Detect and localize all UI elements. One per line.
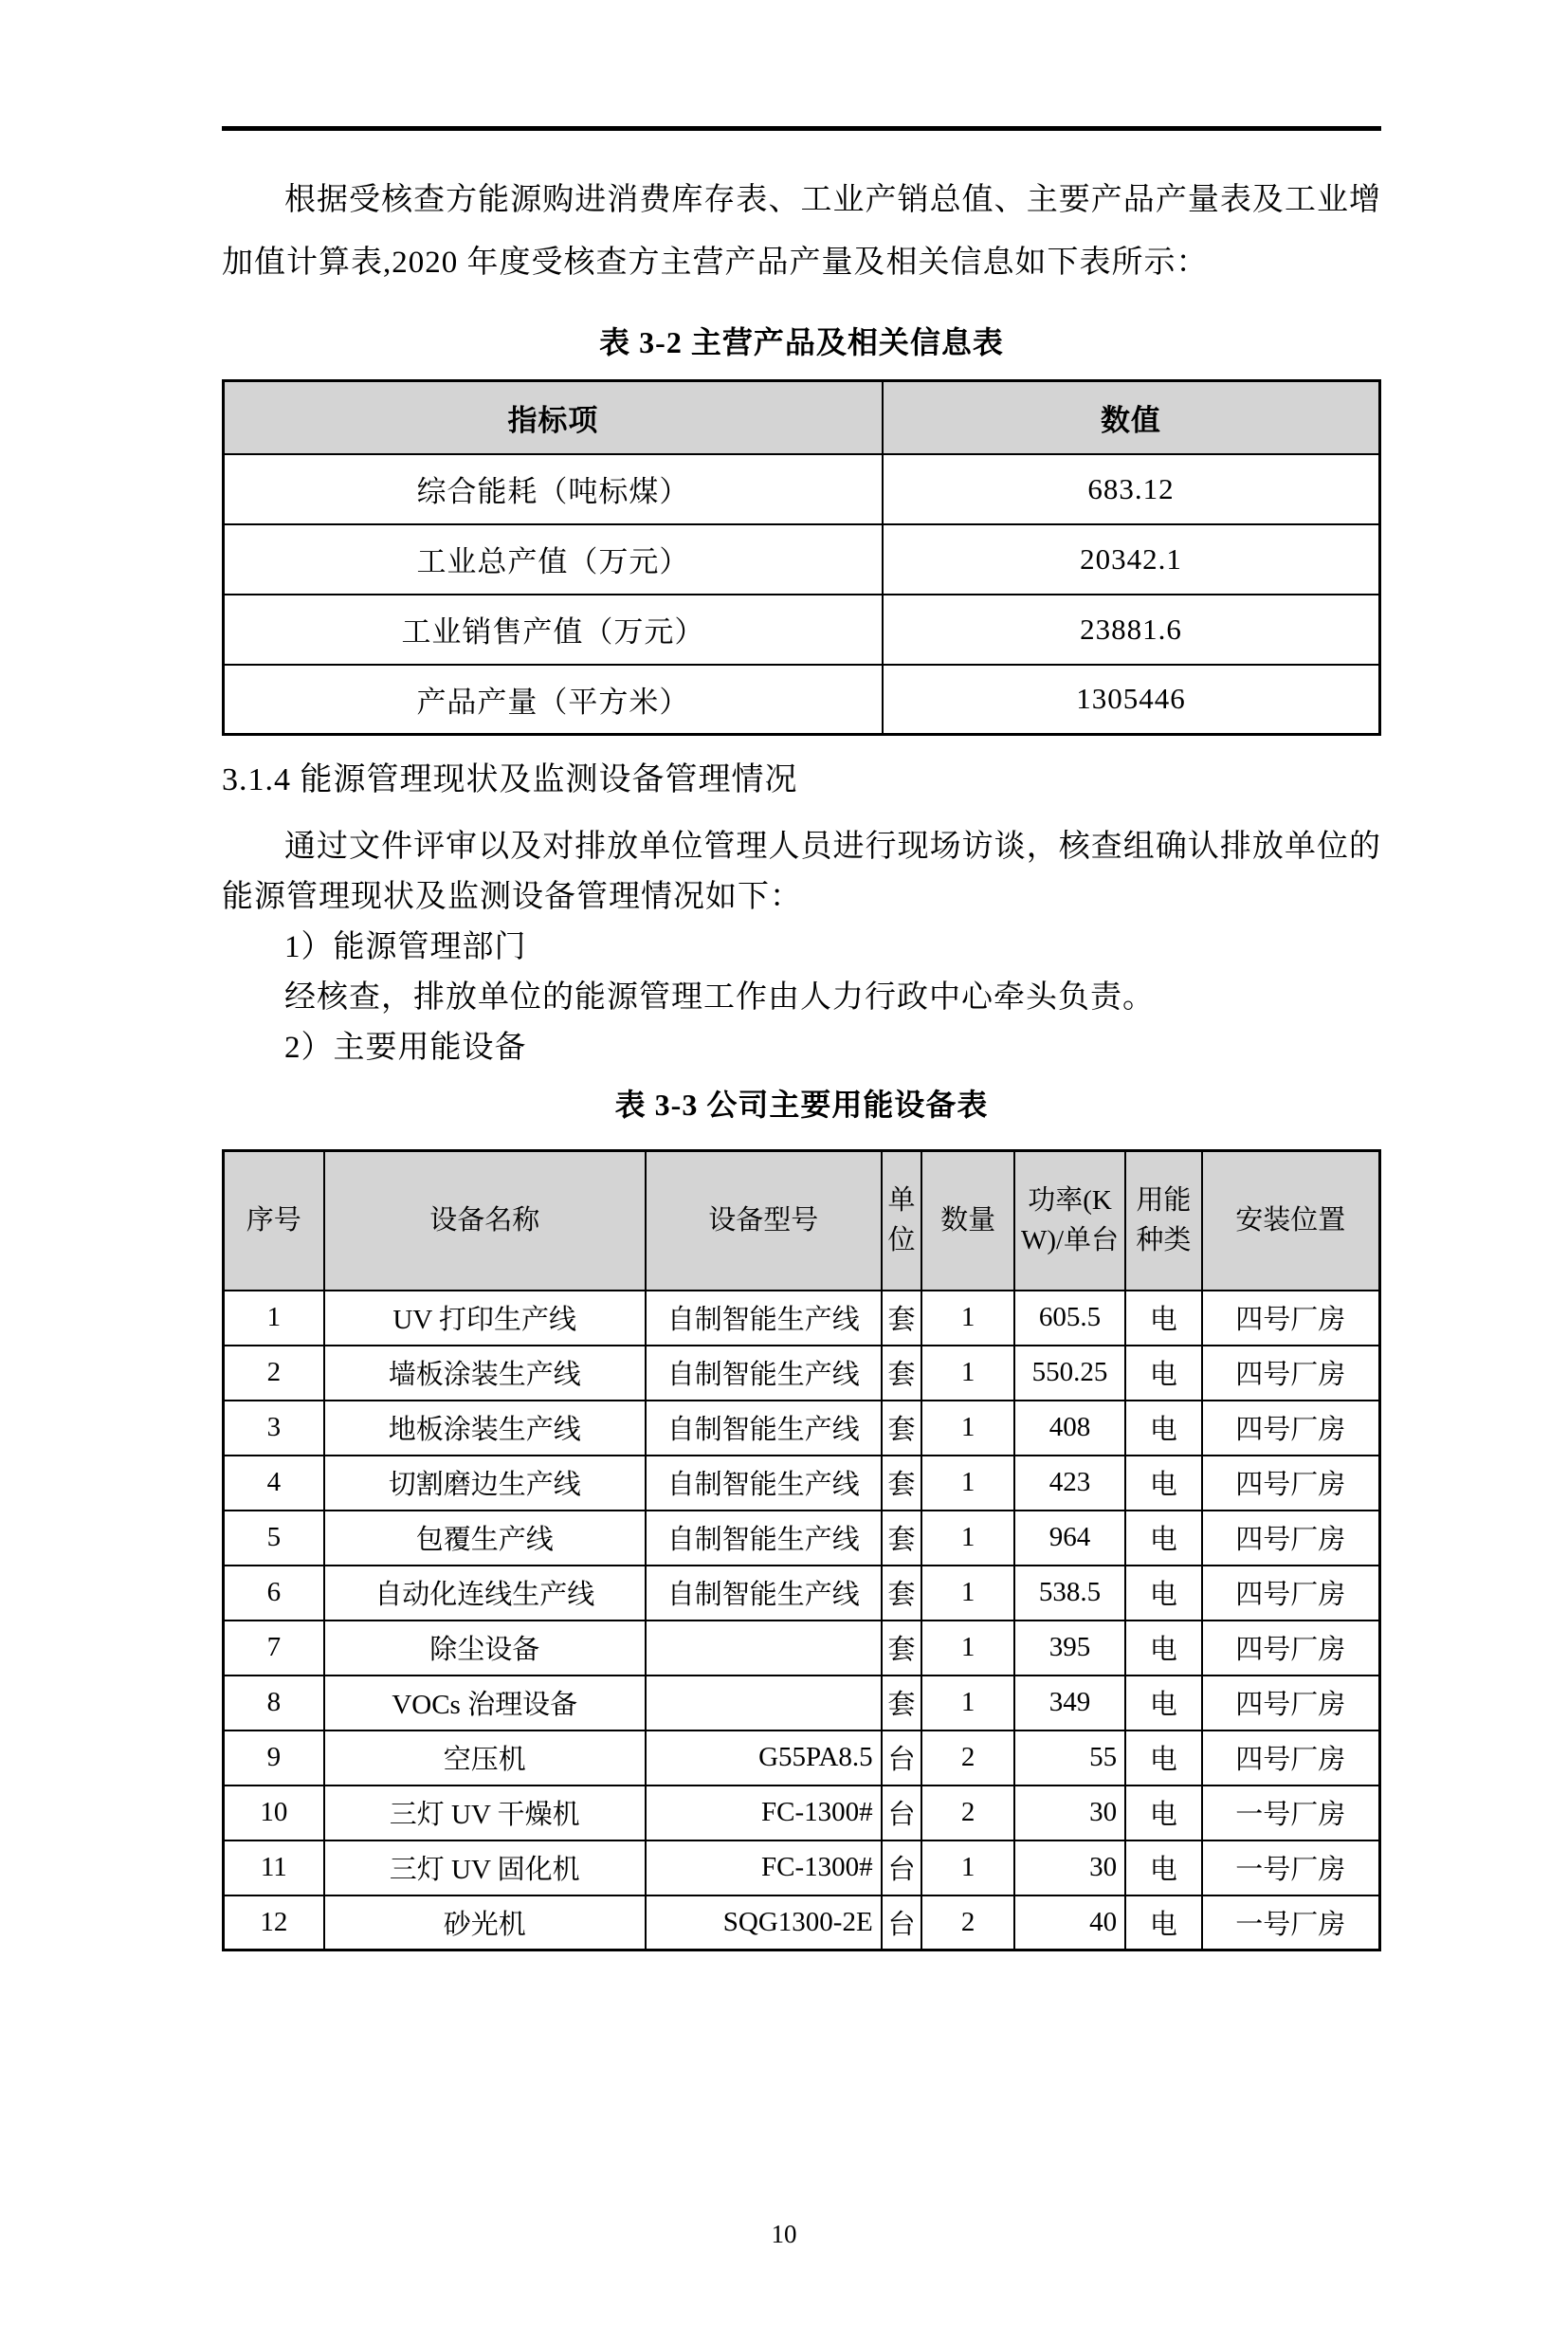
device-name-cell: VOCs 治理设备 [324,1676,646,1731]
page-content [222,126,1381,1951]
location-cell: 四号厂房 [1202,1621,1380,1676]
device-model-cell [646,1676,882,1731]
device-name-cell: 三灯 UV 干燥机 [324,1785,646,1840]
unit-cell: 台 [882,1731,922,1785]
column-header-unit: 单位 [882,1151,922,1291]
power-cell: 550.25 [1014,1346,1125,1401]
table-row [224,595,1380,665]
seq-cell: 11 [224,1840,324,1895]
column-header-quantity: 数量 [921,1151,1014,1291]
power-cell: 40 [1014,1895,1125,1950]
unit-cell: 台 [882,1785,922,1840]
unit-cell: 套 [882,1676,922,1731]
page-header-rule [222,126,1381,131]
power-cell: 408 [1014,1401,1125,1456]
seq-cell: 10 [224,1785,324,1840]
seq-cell: 8 [224,1676,324,1731]
device-model-cell [646,1621,882,1676]
device-name-cell: 除尘设备 [324,1621,646,1676]
section-body [222,822,1381,1073]
energy-type-cell: 电 [1125,1676,1202,1731]
energy-type-cell: 电 [1125,1785,1202,1840]
indicator-cell: 产品产量（平方米） [224,665,883,735]
table-3-2 [222,379,1381,736]
location-cell: 四号厂房 [1202,1401,1380,1456]
quantity-cell: 1 [921,1840,1014,1895]
unit-cell: 台 [882,1895,922,1950]
power-cell: 55 [1014,1731,1125,1785]
table-row [224,1840,1380,1895]
table-3-3-title: 表 3-3 公司主要用能设备表 [614,1088,989,1122]
column-header-seq: 序号 [224,1151,324,1291]
unit-cell: 套 [882,1346,922,1401]
column-header-energy-type: 用能种类 [1125,1151,1202,1291]
location-cell: 一号厂房 [1202,1895,1380,1950]
energy-type-cell: 电 [1125,1456,1202,1511]
seq-cell: 7 [224,1621,324,1676]
column-header-power: 功率(KW)/单台 [1014,1151,1125,1291]
section-heading: 3.1.4 能源管理现状及监测设备管理情况 [222,762,798,797]
quantity-cell: 2 [921,1731,1014,1785]
location-cell: 四号厂房 [1202,1346,1380,1401]
device-model-cell: G55PA8.5 [646,1731,882,1785]
location-cell: 四号厂房 [1202,1291,1380,1346]
power-cell: 30 [1014,1785,1125,1840]
table-row [224,524,1380,595]
quantity-cell: 1 [921,1456,1014,1511]
device-name-cell: 砂光机 [324,1895,646,1950]
quantity-cell: 1 [921,1621,1014,1676]
table-header-row [224,1151,1380,1291]
device-model-cell: 自制智能生产线 [646,1456,882,1511]
location-cell: 四号厂房 [1202,1676,1380,1731]
list-item-2: 2）主要用能设备 [284,1031,527,1065]
device-name-cell: UV 打印生产线 [324,1291,646,1346]
energy-type-cell: 电 [1125,1401,1202,1456]
energy-type-cell: 电 [1125,1621,1202,1676]
value-cell: 683.12 [883,454,1380,524]
column-header-device-model: 设备型号 [646,1151,882,1291]
location-cell: 一号厂房 [1202,1840,1380,1895]
table-row [224,1401,1380,1456]
energy-type-cell: 电 [1125,1291,1202,1346]
unit-cell: 套 [882,1401,922,1456]
quantity-cell: 2 [921,1895,1014,1950]
table-row [224,1291,1380,1346]
value-cell: 23881.6 [883,595,1380,665]
energy-type-cell: 电 [1125,1895,1202,1950]
value-cell: 20342.1 [883,524,1380,595]
table-header-row [224,381,1380,454]
seq-cell: 2 [224,1346,324,1401]
energy-type-cell: 电 [1125,1840,1202,1895]
seq-cell: 4 [224,1456,324,1511]
location-cell: 四号厂房 [1202,1456,1380,1511]
device-model-cell: 自制智能生产线 [646,1401,882,1456]
table-3-3 [222,1149,1381,1951]
value-cell: 1305446 [883,665,1380,735]
device-name-cell: 墙板涂装生产线 [324,1346,646,1401]
indicator-cell: 工业销售产值（万元） [224,595,883,665]
device-name-cell: 包覆生产线 [324,1511,646,1566]
quantity-cell: 2 [921,1785,1014,1840]
column-header-location: 安装位置 [1202,1151,1380,1291]
seq-cell: 12 [224,1895,324,1950]
unit-cell: 套 [882,1566,922,1621]
quantity-cell: 1 [921,1346,1014,1401]
section-paragraph: 经核查，排放单位的能源管理工作由人力行政中心牵头负责。 [284,980,1155,1015]
table-row [224,665,1380,735]
table-row [224,1346,1380,1401]
power-cell: 423 [1014,1456,1125,1511]
seq-cell: 1 [224,1291,324,1346]
unit-cell: 台 [882,1840,922,1895]
table-row [224,1511,1380,1566]
device-model-cell: SQG1300-2E [646,1895,882,1950]
quantity-cell: 1 [921,1291,1014,1346]
unit-cell: 套 [882,1511,922,1566]
energy-type-cell: 电 [1125,1566,1202,1621]
table-3-2-title: 表 3-2 主营产品及相关信息表 [599,325,1004,359]
page-number: 10 [771,2220,797,2248]
device-model-cell: 自制智能生产线 [646,1346,882,1401]
unit-cell: 套 [882,1291,922,1346]
energy-type-cell: 电 [1125,1511,1202,1566]
seq-cell: 6 [224,1566,324,1621]
column-header-indicator: 指标项 [224,381,883,454]
table-row [224,1456,1380,1511]
location-cell: 四号厂房 [1202,1566,1380,1621]
indicator-cell: 工业总产值（万元） [224,524,883,595]
device-model-cell: FC-1300# [646,1785,882,1840]
device-model-cell: 自制智能生产线 [646,1291,882,1346]
power-cell: 964 [1014,1511,1125,1566]
power-cell: 538.5 [1014,1566,1125,1621]
power-cell: 30 [1014,1840,1125,1895]
column-header-value: 数值 [883,381,1380,454]
device-name-cell: 自动化连线生产线 [324,1566,646,1621]
unit-cell: 套 [882,1456,922,1511]
table-row [224,1895,1380,1950]
section-paragraph: 通过文件评审以及对排放单位管理人员进行现场访谈，核查组确认排放单位的能源管理现状及监测设备管理情况如下： [222,830,1381,914]
device-model-cell: FC-1300# [646,1840,882,1895]
seq-cell: 5 [224,1511,324,1566]
location-cell: 四号厂房 [1202,1731,1380,1785]
device-model-cell: 自制智能生产线 [646,1511,882,1566]
quantity-cell: 1 [921,1511,1014,1566]
intro-paragraph: 根据受核查方能源购进消费库存表、工业产销总值、主要产品产量表及工业增加值计算表,2020 年度受核查方主营产品产量及相关信息如下表所示： [222,183,1381,280]
device-name-cell: 地板涂装生产线 [324,1401,646,1456]
table-row [224,1785,1380,1840]
table-row [224,1566,1380,1621]
table-row [224,454,1380,524]
seq-cell: 9 [224,1731,324,1785]
unit-cell: 套 [882,1621,922,1676]
power-cell: 395 [1014,1621,1125,1676]
location-cell: 一号厂房 [1202,1785,1380,1840]
column-header-device-name: 设备名称 [324,1151,646,1291]
location-cell: 四号厂房 [1202,1511,1380,1566]
device-name-cell: 空压机 [324,1731,646,1785]
device-model-cell: 自制智能生产线 [646,1566,882,1621]
seq-cell: 3 [224,1401,324,1456]
indicator-cell: 综合能耗（吨标煤） [224,454,883,524]
power-cell: 605.5 [1014,1291,1125,1346]
power-cell: 349 [1014,1676,1125,1731]
table-row [224,1731,1380,1785]
quantity-cell: 1 [921,1676,1014,1731]
quantity-cell: 1 [921,1566,1014,1621]
energy-type-cell: 电 [1125,1346,1202,1401]
quantity-cell: 1 [921,1401,1014,1456]
energy-type-cell: 电 [1125,1731,1202,1785]
table-row [224,1676,1380,1731]
device-name-cell: 三灯 UV 固化机 [324,1840,646,1895]
list-item-1: 1）能源管理部门 [284,930,527,964]
table-row [224,1621,1380,1676]
device-name-cell: 切割磨边生产线 [324,1456,646,1511]
